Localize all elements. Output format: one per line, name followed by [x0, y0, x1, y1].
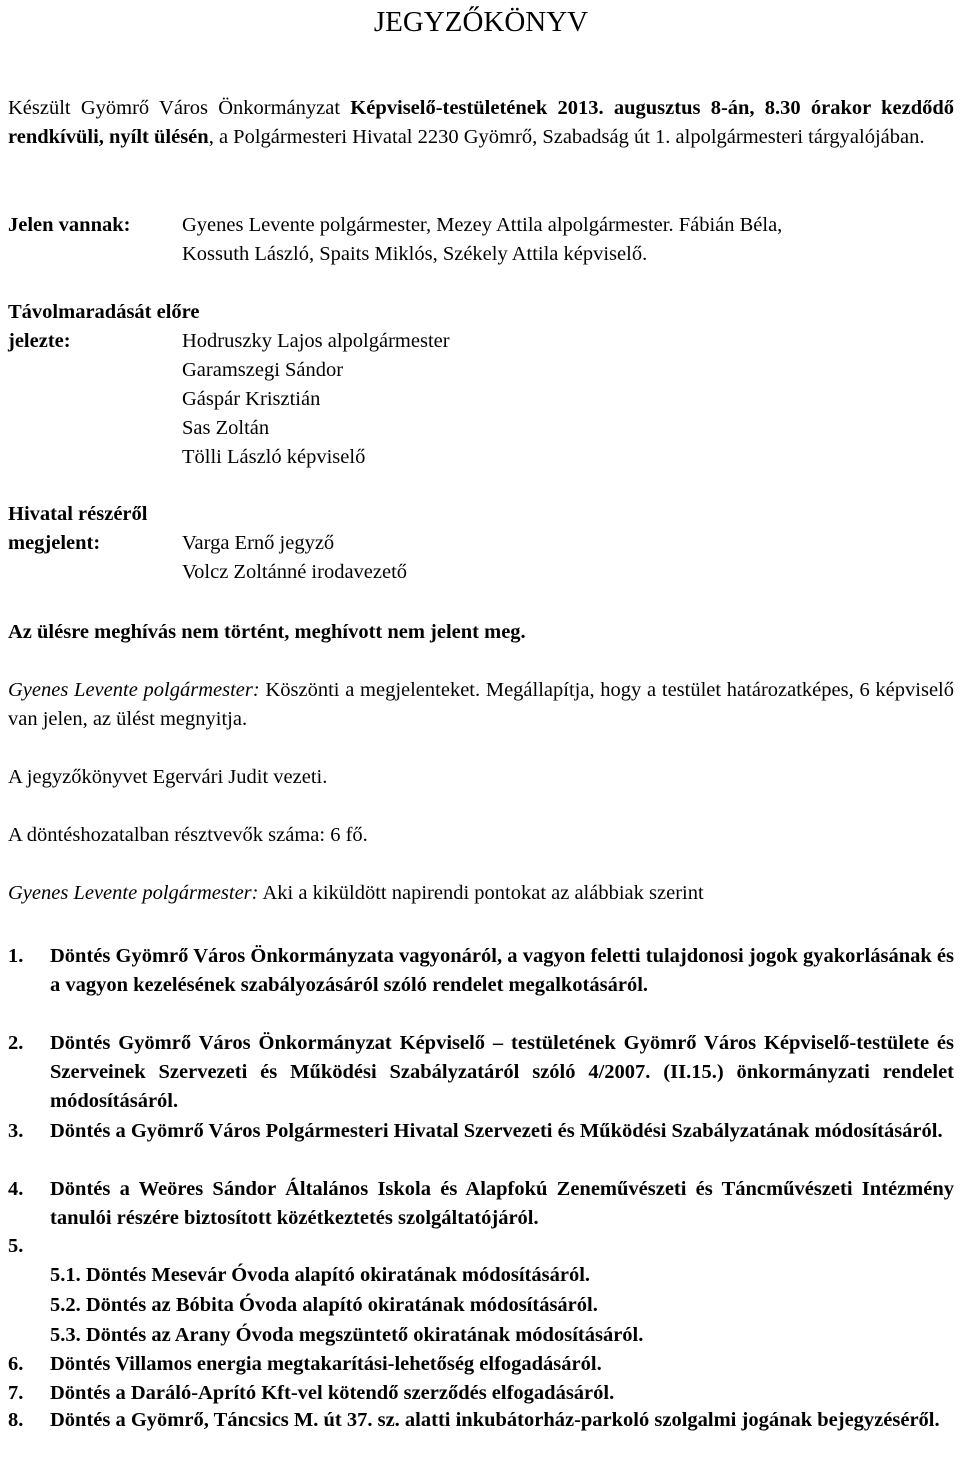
- agenda-text: Döntés Gyömrő Város Önkormányzata vagyonáról, a vagyon feletti tulajdonosi jogok gyakorlásának és a vagyon kezelésének szabályozásáról szóló rendelet megalkotásáról.: [50, 945, 954, 996]
- absent-name: Garamszegi Sándor: [182, 359, 344, 381]
- absent-label-2: jelezte:: [8, 330, 71, 352]
- office-label-2: megjelent:: [8, 532, 101, 554]
- intro-bold-text: Képviselő-testületének 2013. augusztus 8-án, 8.30 órakor kezdődő rendkívüli, nyílt ülésén: [8, 97, 955, 148]
- speech-text: Köszönti a megjelenteket. Megállapítja, hogy a testület határozatképes, 6 képviselő van jelen, az ülést megnyitja.: [8, 679, 955, 730]
- absent-name: Sas Zoltán: [182, 417, 270, 439]
- speech-text: Aki a kiküldött napirendi pontokat az alábbiak szerint: [258, 882, 704, 904]
- agenda-number: 6.: [8, 1353, 24, 1375]
- minutes-keeper: A jegyzőkönyvet Egervári Judit vezeti.: [8, 766, 328, 788]
- absent-name: Tölli László képviselő: [182, 446, 366, 468]
- agenda-text: Döntés Gyömrő Város Önkormányzat Képviselő – testületének Gyömrő Város Képviselő-testülete és Szerveinek Szervezeti és Működési Szabályzatáról szóló 4/2007. (II.15.) önkormányzati rendelet módosításáról.: [50, 1032, 954, 1112]
- no-invite-text: Az ülésre meghívás nem történt, meghívott nem jelent meg.: [8, 621, 526, 643]
- agenda-number: 7.: [8, 1382, 24, 1404]
- agenda-text: Döntés a Weöres Sándor Általános Iskola és Alapfokú Zeneművészeti és Táncművészeti Intézmény tanulói részére biztosított közétkeztetés szolgáltatójáról.: [50, 1178, 954, 1229]
- participants-count: A döntéshozatalban résztvevők száma: 6 fő.: [8, 824, 368, 846]
- present-line-2: Kossuth László, Spaits Miklós, Székely Attila képviselő.: [182, 243, 648, 265]
- agenda-text: Döntés a Gyömrő Város Polgármesteri Hivatal Szervezeti és Működési Szabályzatának módosításáról.: [50, 1120, 943, 1142]
- agenda-subitem: 5.2. Döntés az Bóbita Óvoda alapító okiratának módosításáról.: [50, 1294, 598, 1316]
- agenda-number: 1.: [8, 945, 24, 967]
- speaker-name: Gyenes Levente polgármester:: [8, 882, 259, 904]
- agenda-subitem: 5.1. Döntés Mesevár Óvoda alapító okiratának módosításáról.: [50, 1264, 591, 1286]
- no-invite-note: [8, 618, 954, 647]
- speaker-name: Gyenes Levente polgármester:: [8, 679, 260, 701]
- agenda-subitem: 5.3. Döntés az Arany Óvoda megszüntető okiratának módosításáról.: [50, 1324, 644, 1346]
- agenda-number: 4.: [8, 1178, 24, 1200]
- agenda-text: Döntés a Gyömrő, Táncsics M. út 37. sz. alatti inkubátorház-parkoló szolgalmi jogának bejegyzéséről.: [50, 1409, 940, 1431]
- agenda-number: 5.: [8, 1235, 24, 1257]
- document-title: JEGYZŐKÖNYV: [373, 6, 589, 38]
- absent-label-1: Távolmaradását előre: [8, 301, 200, 323]
- speech-1: [8, 676, 954, 734]
- agenda-number: 3.: [8, 1120, 24, 1142]
- agenda-number: 2.: [8, 1032, 24, 1054]
- absent-name: Hodruszky Lajos alpolgármester: [182, 330, 450, 352]
- office-name: Varga Ernő jegyző: [182, 532, 335, 554]
- office-label-1: Hivatal részéről: [8, 503, 148, 525]
- intro-paragraph: [8, 94, 954, 152]
- intro-text-2: , a Polgármesteri Hivatal 2230 Gyömrő, Szabadság út 1. alpolgármesteri tárgyalójában.: [208, 126, 925, 148]
- agenda-text: Döntés a Daráló-Aprító Kft-vel kötendő szerződés elfogadásáról.: [50, 1382, 615, 1404]
- present-label: Jelen vannak:: [8, 214, 131, 236]
- present-line-1: Gyenes Levente polgármester, Mezey Attila alpolgármester. Fábián Béla,: [182, 214, 783, 236]
- agenda-number: 8.: [8, 1409, 24, 1431]
- absent-name: Gáspár Krisztián: [182, 388, 321, 410]
- office-name: Volcz Zoltánné irodavezető: [182, 561, 408, 583]
- intro-text-1: Készült Gyömrő Város Önkormányzat: [8, 97, 351, 119]
- agenda-text: Döntés Villamos energia megtakarítási-lehetőség elfogadásáról.: [50, 1353, 602, 1375]
- speech-2: [8, 879, 954, 908]
